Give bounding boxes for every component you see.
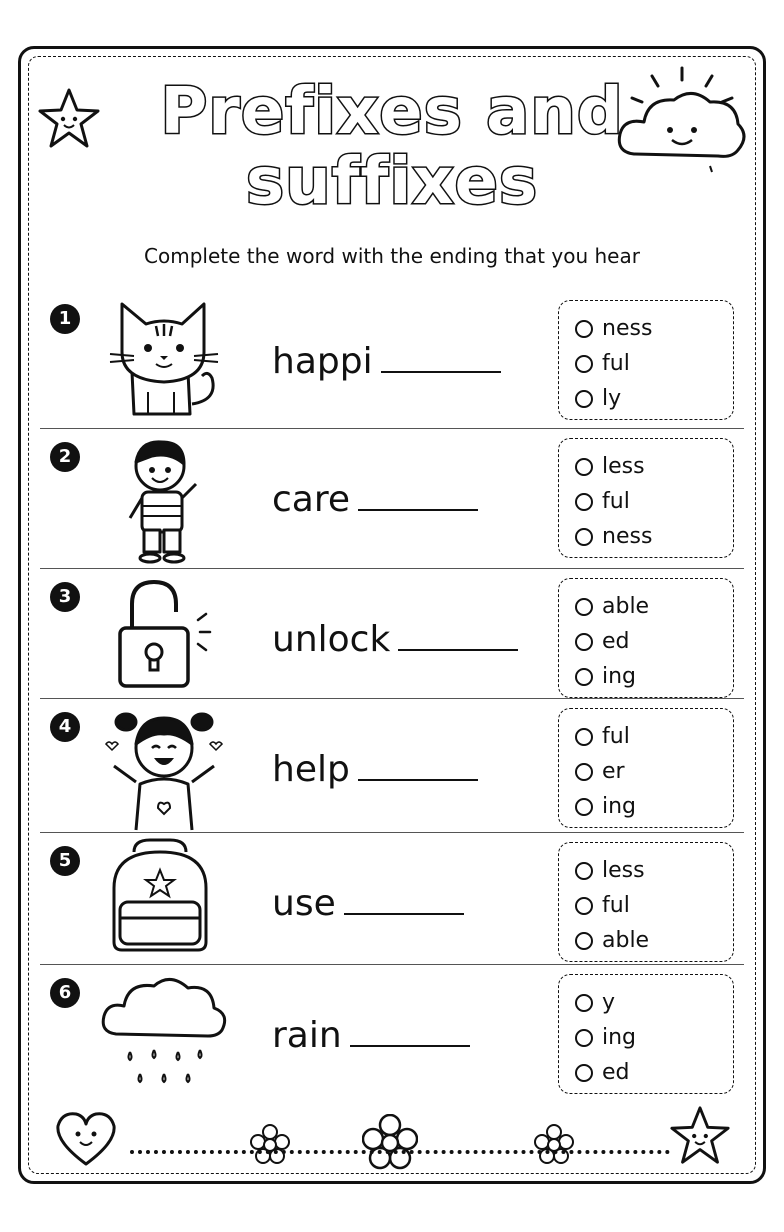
radio-circle[interactable] [575, 994, 593, 1012]
options-box-1 [558, 300, 734, 420]
instruction-text: Complete the word with the ending that you hear [144, 244, 640, 268]
row-divider [40, 428, 744, 429]
boy-icon [100, 434, 230, 564]
radio-circle[interactable] [575, 320, 593, 338]
option-ness[interactable]: ness [575, 519, 733, 554]
option-less[interactable]: less [575, 853, 733, 888]
options-box-3 [558, 578, 734, 698]
radio-circle[interactable] [575, 862, 593, 880]
word-stem-1: happi [272, 342, 501, 382]
flower-icon [362, 1114, 418, 1170]
bottom-dots [130, 1150, 670, 1158]
option-ing[interactable]: ing [575, 1020, 733, 1055]
page-title-line1: Prefixes and [160, 75, 624, 149]
row-divider [40, 698, 744, 699]
radio-circle[interactable] [575, 355, 593, 373]
exercise-row-1 [40, 296, 744, 426]
item-number: 5 [50, 846, 80, 876]
exercise-row-2 [40, 434, 744, 564]
answer-blank[interactable] [398, 621, 518, 651]
answer-blank[interactable] [358, 751, 478, 781]
radio-circle[interactable] [575, 528, 593, 546]
row-divider [40, 832, 744, 833]
answer-blank[interactable] [381, 343, 501, 373]
answer-blank[interactable] [344, 885, 464, 915]
heart-icon [54, 1110, 118, 1168]
word-stem-5: use [272, 884, 464, 924]
option-ful[interactable]: ful [575, 346, 733, 381]
option-ed[interactable]: ed [575, 624, 733, 659]
option-ing[interactable]: ing [575, 659, 733, 694]
radio-circle[interactable] [575, 493, 593, 511]
radio-circle[interactable] [575, 390, 593, 408]
flower-icon [250, 1124, 290, 1164]
word-stem-6: rain [272, 1016, 470, 1056]
option-ful[interactable]: ful [575, 484, 733, 519]
option-y[interactable]: y [575, 985, 733, 1020]
backpack-icon [100, 838, 230, 968]
word-stem-4: help [272, 750, 478, 790]
radio-circle[interactable] [575, 763, 593, 781]
radio-circle[interactable] [575, 932, 593, 950]
item-number: 2 [50, 442, 80, 472]
exercise-row-6 [40, 970, 744, 1100]
exercise-row-3 [40, 574, 744, 704]
radio-circle[interactable] [575, 598, 593, 616]
page-title-line2: suffixes [245, 145, 539, 219]
option-ed[interactable]: ed [575, 1055, 733, 1090]
options-box-6 [558, 974, 734, 1094]
option-ing[interactable]: ing [575, 789, 733, 824]
radio-circle[interactable] [575, 798, 593, 816]
option-ful[interactable]: ful [575, 888, 733, 923]
item-number: 6 [50, 978, 80, 1008]
answer-blank[interactable] [350, 1017, 470, 1047]
cat-icon [100, 296, 230, 426]
option-er[interactable]: er [575, 754, 733, 789]
radio-circle[interactable] [575, 897, 593, 915]
row-divider [40, 568, 744, 569]
word-stem-2: care [272, 480, 478, 520]
star-icon [668, 1104, 732, 1168]
radio-circle[interactable] [575, 668, 593, 686]
option-ful[interactable]: ful [575, 719, 733, 754]
answer-blank[interactable] [358, 481, 478, 511]
item-number: 4 [50, 712, 80, 742]
radio-circle[interactable] [575, 1029, 593, 1047]
radio-circle[interactable] [575, 458, 593, 476]
item-number: 1 [50, 304, 80, 334]
radio-circle[interactable] [575, 633, 593, 651]
option-able[interactable]: able [575, 589, 733, 624]
row-divider [40, 964, 744, 965]
option-ly[interactable]: ly [575, 381, 733, 416]
radio-circle[interactable] [575, 728, 593, 746]
radio-circle[interactable] [575, 1064, 593, 1082]
option-ness[interactable]: ness [575, 311, 733, 346]
word-stem-3: unlock [272, 620, 518, 660]
girl-icon [100, 704, 230, 834]
open-padlock-icon [100, 574, 230, 704]
option-less[interactable]: less [575, 449, 733, 484]
flower-icon [534, 1124, 574, 1164]
exercise-row-5 [40, 838, 744, 968]
item-number: 3 [50, 582, 80, 612]
options-box-4 [558, 708, 734, 828]
exercise-row-4 [40, 704, 744, 834]
options-box-5 [558, 842, 734, 962]
rain-cloud-icon [100, 970, 230, 1100]
option-able[interactable]: able [575, 923, 733, 958]
options-box-2 [558, 438, 734, 558]
